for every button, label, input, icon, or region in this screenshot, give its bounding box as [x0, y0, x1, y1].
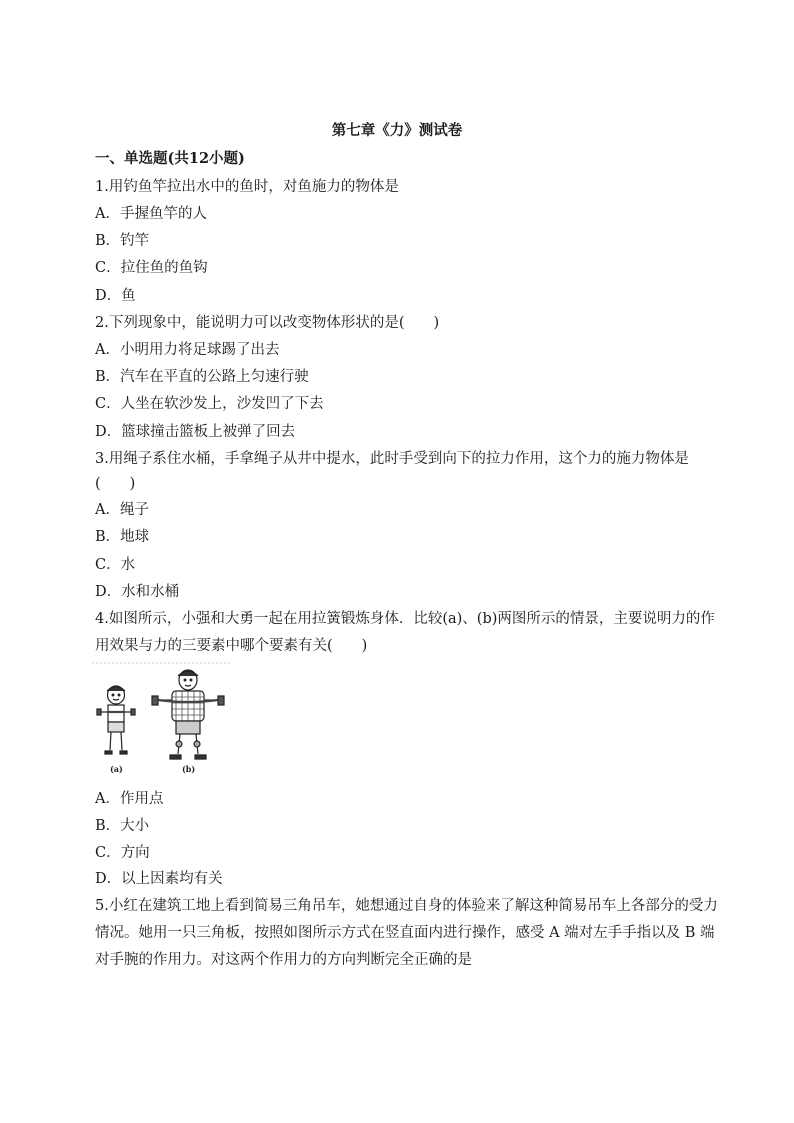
question-1-option-a: A．手握鱼竿的人	[95, 206, 207, 222]
question-4-option-b: B．大小	[95, 818, 150, 834]
spring-exerciser-illustration	[92, 660, 232, 776]
question-4-stem-line-2: 用效果与力的三要素中哪个要素有关( )	[95, 638, 368, 654]
question-3-option-b: B．地球	[95, 529, 150, 545]
question-3-stem-line-1: 3.用绳子系住水桶，手拿绳子从井中提水，此时手受到向下的拉力作用，这个力的施力物体是	[95, 451, 689, 467]
question-2-stem: 2.下列现象中，能说明力可以改变物体形状的是( )	[95, 315, 440, 331]
question-4-option-c: C．方向	[95, 845, 150, 861]
figure-b-man	[152, 670, 224, 759]
question-5-stem-line-1: 5.小红在建筑工地上看到简易三角吊车，她想通过自身的体验来了解这种简易吊车上各部分的受力	[95, 898, 718, 914]
question-2-option-a: A．小明用力将足球踢了出去	[95, 342, 280, 358]
question-5-stem-line-3: 对手腕的作用力。对这两个作用力的方向判断完全正确的是	[95, 952, 472, 968]
question-3-option-d: D．水和水桶	[95, 584, 180, 600]
page-title: 第七章《力》测试卷	[331, 122, 463, 139]
question-3-option-c: C．水	[95, 557, 136, 573]
question-2-option-d: D．篮球撞击篮板上被弹了回去	[95, 424, 296, 440]
question-2-option-b: B．汽车在平直的公路上匀速行驶	[95, 369, 309, 385]
figure-label-b: (b)	[182, 764, 196, 774]
question-4-stem-line-1: 4.如图所示，小强和大勇一起在用拉簧锻炼身体．比较(a)、(b)两图所示的情景，主要说明力的作	[95, 611, 715, 627]
question-1-option-c: C．拉住鱼的鱼钩	[95, 260, 208, 276]
figure-a-boy	[97, 686, 135, 754]
question-3-option-a: A．绳子	[95, 502, 149, 518]
question-4-option-a: A．作用点	[95, 791, 164, 807]
question-4-option-d: D．以上因素均有关	[95, 871, 223, 887]
question-5-stem-line-2: 情况。她用一只三角板，按照如图所示方式在竖直面内进行操作，感受 A 端对左手手指以及 B 端	[95, 925, 715, 941]
figure-label-a: (a)	[110, 764, 123, 774]
section-heading: 一、单选题(共12小题)	[95, 150, 245, 167]
question-1-option-d: D．鱼	[95, 288, 136, 304]
question-1-stem: 1.用钓鱼竿拉出水中的鱼时，对鱼施力的物体是	[95, 179, 399, 195]
question-3-stem-line-2: ( )	[95, 476, 136, 492]
exercise-figure	[92, 660, 232, 776]
question-1-option-b: B．钓竿	[95, 233, 150, 249]
question-2-option-c: C．人坐在软沙发上，沙发凹了下去	[95, 396, 324, 412]
